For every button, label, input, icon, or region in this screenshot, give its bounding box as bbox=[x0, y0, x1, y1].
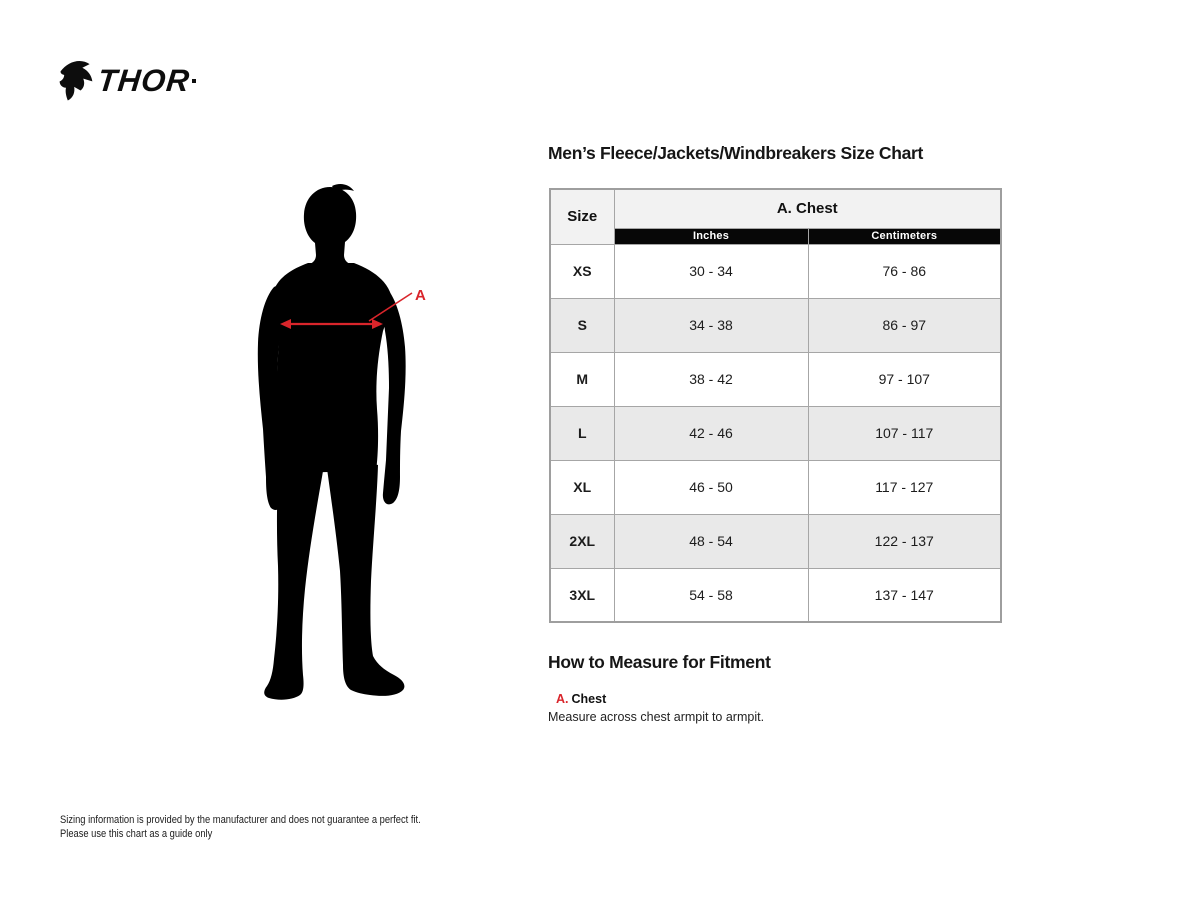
centimeters-cell: 86 - 97 bbox=[808, 298, 1001, 352]
centimeters-cell: 97 - 107 bbox=[808, 352, 1001, 406]
measurement-figure bbox=[250, 181, 440, 703]
how-to-measure-title: How to Measure for Fitment bbox=[548, 652, 771, 672]
size-cell: XS bbox=[550, 244, 614, 298]
size-cell: 2XL bbox=[550, 514, 614, 568]
table-row bbox=[550, 298, 1001, 352]
centimeters-cell: 117 - 127 bbox=[808, 460, 1001, 514]
male-silhouette-graphic bbox=[250, 181, 440, 703]
size-cell: XL bbox=[550, 460, 614, 514]
centimeters-cell: 122 - 137 bbox=[808, 514, 1001, 568]
disclaimer-line-2: Please use this chart as a guide only bbox=[60, 827, 213, 840]
column-header-chest: A. Chest bbox=[614, 189, 1001, 228]
size-chart-title: Men’s Fleece/Jackets/Windbreakers Size Chart bbox=[548, 143, 924, 163]
measurement-label-a: A bbox=[415, 287, 426, 304]
male-silhouette bbox=[258, 184, 406, 700]
size-cell: 3XL bbox=[550, 568, 614, 622]
size-chart-table bbox=[549, 188, 1002, 623]
logo-wordmark: THOR bbox=[96, 63, 192, 98]
size-cell: M bbox=[550, 352, 614, 406]
column-header-size: Size bbox=[550, 189, 614, 244]
measure-item-label bbox=[556, 692, 606, 706]
table-row bbox=[550, 406, 1001, 460]
inches-cell: 30 - 34 bbox=[614, 244, 808, 298]
measure-item-name: Chest bbox=[571, 692, 607, 706]
centimeters-cell: 137 - 147 bbox=[808, 568, 1001, 622]
inches-cell: 38 - 42 bbox=[614, 352, 808, 406]
table-row bbox=[550, 568, 1001, 622]
thor-logo bbox=[56, 57, 196, 104]
measure-item-description: Measure across chest armpit to armpit. bbox=[548, 710, 765, 724]
table-row bbox=[550, 352, 1001, 406]
table-row bbox=[550, 514, 1001, 568]
table-row bbox=[550, 244, 1001, 298]
inches-cell: 34 - 38 bbox=[614, 298, 808, 352]
logo-trademark-dot bbox=[192, 79, 196, 83]
thor-helmet-icon bbox=[56, 57, 96, 104]
centimeters-cell: 107 - 117 bbox=[808, 406, 1001, 460]
column-header-centimeters: Centimeters bbox=[808, 228, 1001, 244]
inches-cell: 48 - 54 bbox=[614, 514, 808, 568]
disclaimer-line-1: Sizing information is provided by the manufacturer and does not guarantee a perfect fit. bbox=[60, 814, 421, 826]
column-header-inches: Inches bbox=[614, 228, 808, 244]
inches-cell: 54 - 58 bbox=[614, 568, 808, 622]
inches-cell: 46 - 50 bbox=[614, 460, 808, 514]
centimeters-cell: 76 - 86 bbox=[808, 244, 1001, 298]
size-cell: S bbox=[550, 298, 614, 352]
measure-item-key: A. bbox=[556, 692, 569, 706]
size-cell: L bbox=[550, 406, 614, 460]
table-row bbox=[550, 460, 1001, 514]
sizing-disclaimer bbox=[60, 814, 421, 841]
inches-cell: 42 - 46 bbox=[614, 406, 808, 460]
